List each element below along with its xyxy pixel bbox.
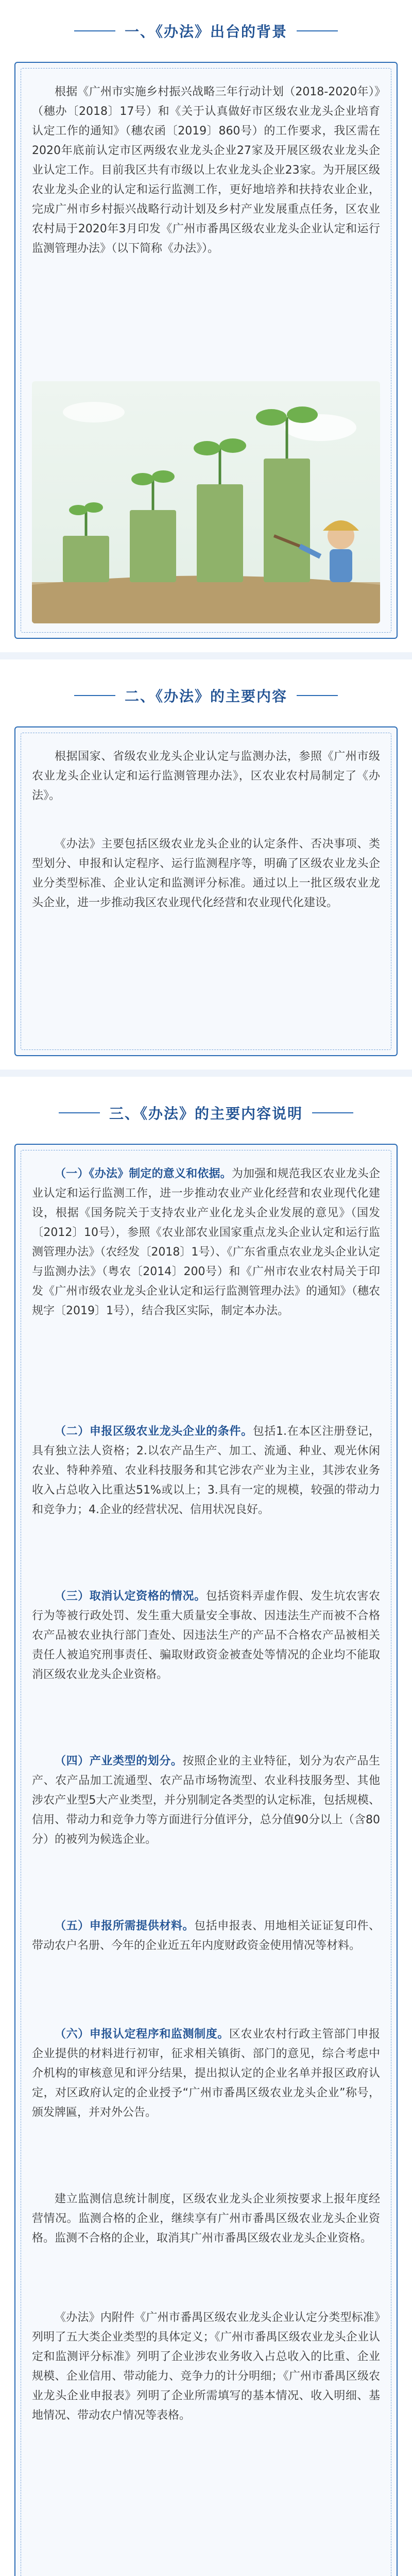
item-1 bbox=[32, 1164, 380, 1321]
header-line-left bbox=[74, 695, 115, 696]
section-title: 二、《办法》的主要内容 bbox=[124, 688, 287, 705]
item-3-heading: （三）取消认定资格的情况。 bbox=[55, 1590, 206, 1603]
item-6-body: 区农业农村行政主管部门申报企业提供的材料进行初审，征求相关镇街、部门的意见，综合考虑中介机构的审核意见和评分结果，提出拟认定的企业名单并报区政府认定，对区政府认定的企业授予“广州市番禺区级农业龙头企业”称号，颁发牌匾，并对外公告。 bbox=[32, 2028, 380, 2119]
header-line-left bbox=[74, 30, 115, 31]
section-divider bbox=[0, 1070, 412, 1077]
seedlings-icon bbox=[32, 381, 380, 623]
section-header-3 bbox=[0, 1082, 412, 1144]
section-1-paragraph: 根据《广州市实施乡村振兴战略三年行动计划（2018-2020年）》（穗办〔2018〕17号）和《关于认真做好市区级农业龙头企业培育认定工作的通知》（穗农函〔2019〕860号）的工作要求，我区需在2020年底前认定市区两级农业龙头企业27家及开展区级农业龙头企业认定工作。目前我区共有市级以上农业龙头企业23家。为开展区级农业龙头企业的认定和运行监测工作，更好地培养和扶持农业企业，完成广州市乡村振兴战略行动计划及乡村产业发展重点任务，区农业农村局于2020年3月印发《广州市番禺区级农业龙头企业认定和运行监测管理办法》（以下简称《办法》）。 bbox=[32, 86, 381, 255]
item-5 bbox=[32, 1917, 380, 1956]
item-4 bbox=[32, 1752, 380, 1850]
seedlings-illustration bbox=[32, 381, 380, 623]
item-2 bbox=[32, 1422, 380, 1520]
item-6-paragraph-2: 建立监测信息统计制度，区级农业龙头企业须按要求上报年度经营情况。监测合格的企业，继续享有广州市番禺区级农业龙头企业资格。监测不合格的企业，取消其广州市番禺区级农业龙头企业资格。 bbox=[32, 2193, 380, 2245]
item-5-heading: （五）申报所需提供材料。 bbox=[55, 1920, 195, 1933]
section-header-1 bbox=[0, 0, 412, 62]
item-6-heading: （六）申报认定程序和监测制度。 bbox=[55, 2028, 229, 2041]
item-5-body: 包括申报表、用地相关证证复印件、带动农户名册、今年的企业近五年内度财政资金使用情况等材料。 bbox=[32, 1920, 380, 1952]
item-4-body: 按照企业的主业特征，划分为农产品生产、农产品加工流通型、农产品市场物流型、农业科技服务型、其他涉农产业型5大产业类型，并分别制定各类型的认定标准，包括规模、信用、带动力和竞争力等方面进行分值评分，总分值90分以上（含80分）的被列为候选企业。 bbox=[32, 1755, 380, 1846]
section-divider bbox=[0, 652, 412, 659]
item-3 bbox=[32, 1587, 380, 1685]
section-2-paragraph-2: 《办法》主要包括区级农业龙头企业的认定条件、否决事项、类型划分、申报和认定程序、运行监测程序等，明确了区级农业龙头企业分类型标准、企业认定和监测评分标准。通过以上一批区级农业龙头企业，进一步推动我区农业现代化经营和农业现代化建设。 bbox=[32, 838, 380, 909]
item-1-body: 为加强和规范我区农业龙头企业认定和运行监测工作，进一步推动农业产业化经营和农业现代化建设，根据《国务院关于支持农业产业化龙头企业发展的意见》（国发〔2012〕10号），参照《农业部农业国家重点龙头企业认定和运行监测管理办法》（农经发〔2018〕1号）、《广东省重点农业龙头企业认定与监测办法》（粤农〔2014〕200号）和《广州市农业农村局关于印发《广州市级农业龙头企业认定和运行监测管理办法》的通知》（穗农规字〔2019〕1号），结合我区实际，制定本办法。 bbox=[32, 1167, 380, 1317]
section-header-2 bbox=[0, 665, 412, 726]
header-line-right bbox=[312, 1112, 353, 1113]
header-line-right bbox=[297, 695, 338, 696]
section-title: 三、《办法》的主要内容说明 bbox=[109, 1105, 303, 1122]
item-2-heading: （二）申报区级农业龙头企业的条件。 bbox=[55, 1425, 253, 1438]
item-6-paragraph-3: 《办法》内附件《广州市番禺区级农业龙头企业认定分类型标准》列明了五大类企业类型的具体定义；《广州市番禺区级农业龙头企业认定和监测评分标准》列明了企业涉农业务收入占总收入的比重、企业规模、企业信用、带动能力、竞争力的计分明细；《广州市番禺区级农业龙头企业申报表》列明了企业所需填写的基本情况、收入明细、基地情况、带动农户情况等表格。 bbox=[32, 2311, 380, 2422]
item-6 bbox=[32, 2025, 380, 2123]
header-line-right bbox=[297, 30, 338, 31]
item-3-body: 包括资料弄虚作假、发生坑农害农行为等被行政处罚、发生重大质量安全事故、因违法生产而被不合格农产品被农业执行部门查处、因违法生产的产品不合格农产品被相关责任人被追究刑事责任、骗取财政资金被查处等情况的企业均不能取消区级农业龙头企业资格。 bbox=[32, 1590, 380, 1681]
section-title: 一、《办法》出台的背景 bbox=[124, 23, 287, 40]
item-4-heading: （四）产业类型的划分。 bbox=[55, 1755, 183, 1768]
item-1-heading: （一）《办法》制定的意义和依据。 bbox=[55, 1167, 232, 1180]
item-2-body: 包括1.在本区注册登记，具有独立法人资格；2.以农产品生产、加工、流通、种业、观光休闲农业、特种养殖、农业科技服务和其它涉农产业为主业，其涉农业务收入占总收入比重达51%或以上；3.具有一定的规模，较强的带动力和竞争力；4.企业的经营状况、信用状况良好。 bbox=[32, 1425, 380, 1516]
header-line-left bbox=[59, 1112, 100, 1113]
section-2-paragraph-1: 根据国家、省级农业龙头企业认定与监测办法，参照《广州市级农业龙头企业认定和运行监测管理办法》，区农业农村局制定了《办法》。 bbox=[32, 750, 380, 802]
